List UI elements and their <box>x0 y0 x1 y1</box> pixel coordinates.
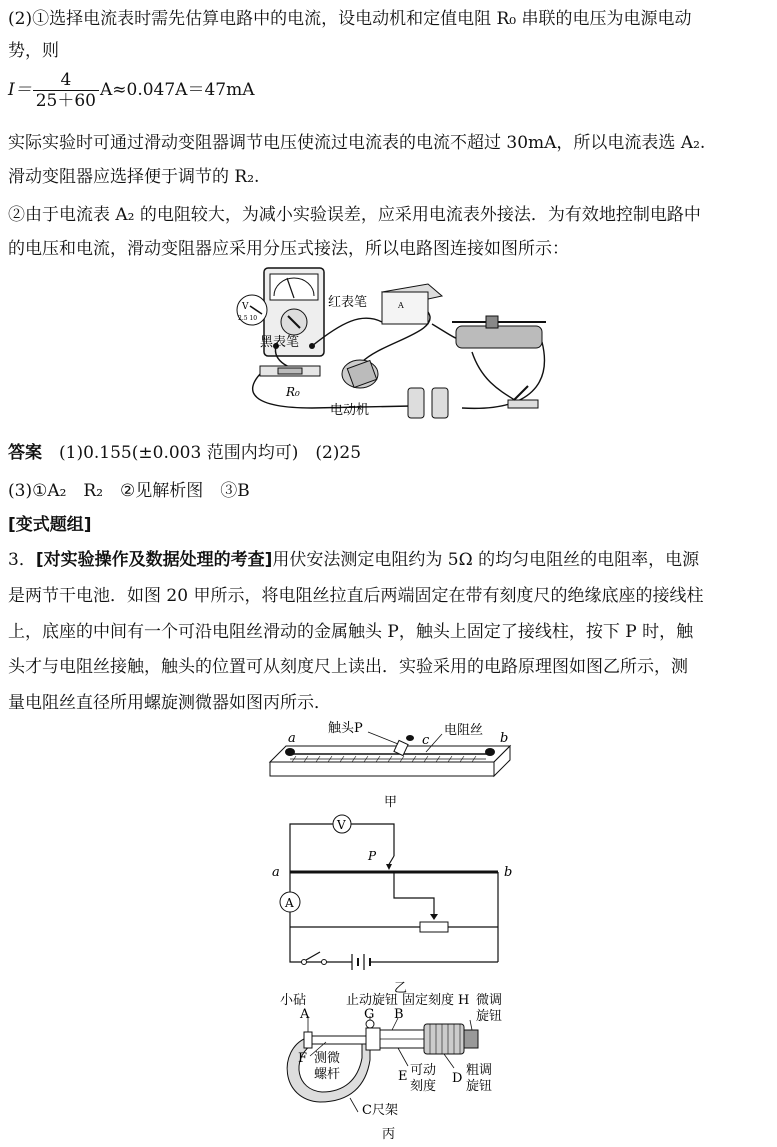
label-G: G <box>364 1007 375 1022</box>
label-movable2: 刻度 <box>410 1079 437 1094</box>
part2-line1: (2)①选择电流表时需先估算电路中的电流，设电动机和定值电阻 R₀ 串联的电压为电源电动 <box>8 9 692 29</box>
r0-resistor <box>278 368 302 374</box>
part2-line7: 的电压和电流，滑动变阻器应采用分压式接法，所以电路图连接如图所示： <box>8 239 569 259</box>
slider-arrow <box>430 914 438 920</box>
rheostat-coil <box>456 326 542 348</box>
formula-lhs: I＝ <box>8 80 32 100</box>
battery-1 <box>408 388 424 418</box>
label-fixed-scale: 固定刻度 <box>402 993 455 1008</box>
label-contact: 触头P <box>328 721 363 736</box>
answer-line2: (3)①A₂ R₂ ②见解析图 ③B <box>8 481 250 501</box>
wire-left-bottom <box>290 912 352 962</box>
variant-header: [变式题组] <box>8 515 92 535</box>
label-r0: R₀ <box>286 385 300 399</box>
figure-bing <box>270 990 510 1144</box>
label-frame: C尺架 <box>362 1103 398 1118</box>
label-black-probe: 黑表笔 <box>260 335 300 350</box>
label-spindle2: 螺杆 <box>314 1067 341 1082</box>
label-b: b <box>504 865 513 880</box>
micrometer-spindle <box>312 1036 368 1044</box>
question-line1-text: 用伏安法测定电阻约为 5Ω 的均匀电阻丝的电阻率，电源 <box>272 550 700 570</box>
voltmeter-a-label: A <box>398 301 404 310</box>
formula-denominator: 25＋60 <box>35 91 96 111</box>
label-coarse1: 粗调 <box>466 1063 493 1078</box>
caption-bing: 丙 <box>382 1127 396 1142</box>
label-c: c <box>422 733 430 748</box>
label-fine: 微调 <box>476 993 503 1008</box>
base-front <box>270 762 494 776</box>
voltmeter-front <box>382 292 428 324</box>
ammeter-label: A <box>285 896 294 910</box>
part2-line4: 实际实验时可通过滑动变阻器调节电压使流过电流表的电流不超过 30mA，所以电流表选 A₂. <box>8 133 706 153</box>
inset-scale-label: 2.5 10 <box>238 315 258 322</box>
formula-fraction <box>33 70 99 111</box>
label-spindle1: 测微 <box>314 1051 341 1066</box>
question-line3: 上，底座的中间有一个可沿电阻丝滑动的金属触头 P，触头上固定了接线柱，按下 P 时，触 <box>8 622 694 642</box>
label-H: H <box>458 993 470 1008</box>
contact-terminal <box>406 735 414 741</box>
switch-lever <box>514 386 528 400</box>
contact-arrow-head <box>386 864 392 870</box>
micrometer-ratchet <box>464 1030 478 1048</box>
figure-jia <box>266 720 516 812</box>
formula-line <box>8 70 254 111</box>
label-b: b <box>500 731 509 746</box>
label-p: P <box>368 849 377 863</box>
label-E: E <box>398 1069 408 1084</box>
figure-yi <box>266 812 516 996</box>
formula-numerator: 4 <box>33 70 99 91</box>
micrometer-lock-body <box>366 1028 380 1050</box>
micrometer-anvil <box>304 1032 312 1048</box>
label-F: F <box>298 1051 308 1066</box>
wire-right <box>462 342 544 408</box>
answer-line1 <box>8 442 361 464</box>
label-B: B <box>394 1007 404 1022</box>
question-line1 <box>8 549 699 571</box>
label-lock: 止动旋钮 <box>346 993 399 1008</box>
label-red-probe: 红表笔 <box>328 295 368 310</box>
rheostat-symbol <box>420 922 448 932</box>
battery-2 <box>432 388 448 418</box>
label-A: A <box>300 1007 310 1022</box>
label-motor: 电动机 <box>330 403 370 418</box>
caption-yi: 乙 <box>394 981 408 996</box>
label-wire: 电阻丝 <box>444 723 484 738</box>
wire-rheostat-switch <box>472 352 518 402</box>
question-tag: [对实验操作及数据处理的考查] <box>35 550 273 570</box>
terminal-b <box>485 748 495 756</box>
answer-label: 答案 <box>8 443 42 463</box>
wire-slider <box>394 872 434 916</box>
label-anvil: 小砧 <box>280 993 307 1008</box>
label-knob: 旋钮 <box>476 1009 503 1024</box>
question-line2: 是两节干电池．如图 20 甲所示，将电阻丝拉直后两端固定在带有刻度尺的绝缘底座的接线柱 <box>8 586 704 606</box>
label-a: a <box>288 731 296 746</box>
answer-part1: (1)0.155(±0.003 范围内均可) (2)25 <box>59 443 362 463</box>
part2-line2: 势，则 <box>8 41 59 61</box>
part2-line6: ②由于电流表 A₂ 的电阻较大，为减小实验误差，应采用电流表外接法．为有效地控制电路中 <box>8 205 701 225</box>
question-number: 3． <box>8 550 36 570</box>
rheostat-slider <box>486 316 498 328</box>
leader-contact <box>368 732 398 744</box>
label-coarse2: 旋钮 <box>466 1079 493 1094</box>
label-movable1: 可动 <box>410 1063 437 1078</box>
switch-base <box>508 400 538 408</box>
circuit-figure <box>232 262 552 430</box>
label-D: D <box>452 1071 463 1086</box>
formula-rhs: A≈0.047A＝47mA <box>99 80 255 100</box>
wire-v-left <box>290 824 338 872</box>
inset-v-label: V <box>242 302 249 312</box>
question-line5: 量电阻丝直径所用螺旋测微器如图丙所示． <box>8 693 331 713</box>
switch-contact <box>322 960 327 965</box>
voltmeter-label: V <box>337 818 346 832</box>
caption-jia: 甲 <box>384 795 398 810</box>
part2-line5: 滑动变阻器应选择便于调节的 R₂. <box>8 167 260 187</box>
switch-blade <box>306 952 320 960</box>
question-line4: 头才与电阻丝接触，触头的位置可从刻度尺上读出．实验采用的电路原理图如图乙所示，测 <box>8 657 688 677</box>
terminal-a <box>285 748 295 756</box>
label-a: a <box>272 865 280 880</box>
switch-pivot <box>302 960 307 965</box>
